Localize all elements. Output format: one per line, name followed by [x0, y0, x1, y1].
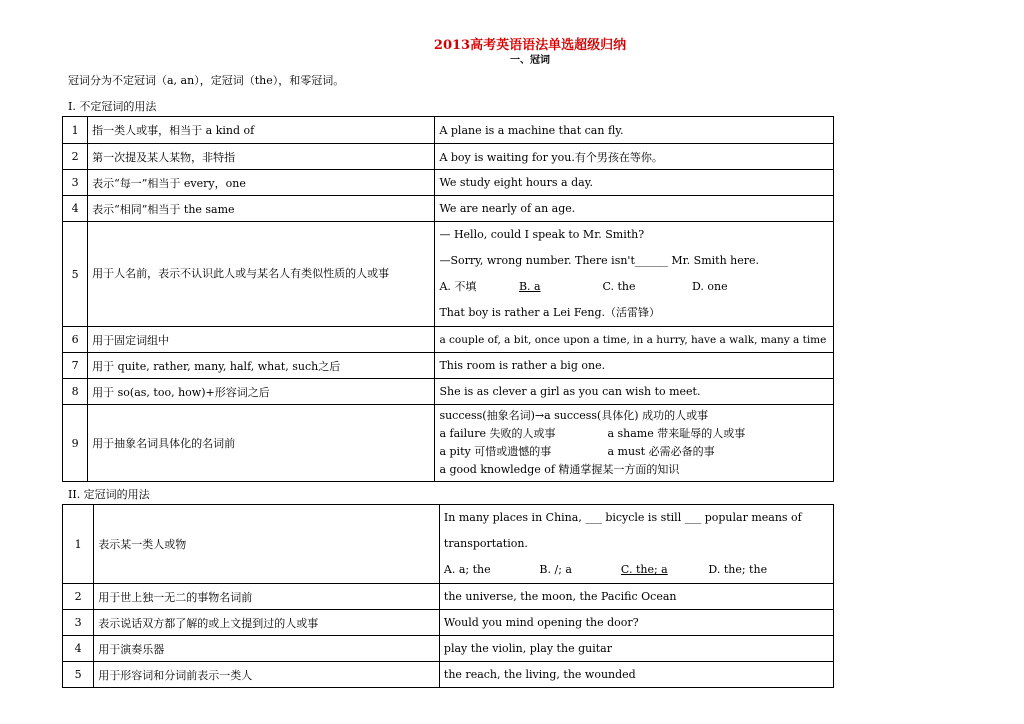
row-number: 4: [63, 196, 88, 222]
example-line: —Sorry, wrong number. There isn't______ Mr. Smith here.: [439, 254, 760, 267]
row-number: 1: [63, 117, 88, 144]
row-number: 8: [63, 379, 88, 405]
row-number: 2: [63, 144, 88, 170]
option-d: D. the; the: [708, 563, 768, 576]
table-row: [63, 170, 834, 196]
usage-description: 表示某一类人或物: [94, 505, 440, 584]
option-a: A. a; the: [443, 563, 491, 576]
table-row: [63, 222, 834, 327]
example-line: [439, 425, 829, 443]
example-line: That boy is rather a Lei Feng.（活雷锋）: [439, 306, 661, 319]
usage-example: A plane is a machine that can fly.: [435, 117, 834, 144]
usage-description: 第一次提及某人某物，非特指: [88, 144, 435, 170]
usage-example: This room is rather a big one.: [435, 353, 834, 379]
usage-example: We are nearly of an age.: [435, 196, 834, 222]
row-number: 3: [63, 610, 94, 636]
example-term: a shame 带来耻辱的人或事: [607, 427, 746, 440]
row-number: 7: [63, 353, 88, 379]
option-b-correct: B. a: [518, 280, 541, 293]
example-term: a must 必需必备的事: [607, 445, 715, 458]
table-row: [63, 584, 834, 610]
example-line: success(抽象名词)→a success(具体化) 成功的人或事: [439, 409, 709, 422]
table-row: [63, 505, 834, 584]
usage-description: 用于固定词组中: [88, 327, 435, 353]
usage-description: 表示“相同”相当于 the same: [88, 196, 435, 222]
table-row: [63, 144, 834, 170]
example-line: a good knowledge of 精通掌握某一方面的知识: [439, 463, 680, 476]
definite-article-table: [62, 504, 834, 688]
document-title: 2013高考英语语法单选超级归纳: [433, 38, 627, 53]
answer-options: [444, 557, 829, 583]
row-number: 5: [63, 222, 88, 327]
table-row: [63, 610, 834, 636]
usage-example: a couple of, a bit, once upon a time, in a hurry, have a walk, many a time: [435, 327, 834, 353]
answer-options: [439, 274, 829, 300]
usage-example: [439, 505, 833, 584]
row-number: 1: [63, 505, 94, 584]
table-row: [63, 636, 834, 662]
option-d: D. one: [691, 280, 728, 293]
section1-heading: I. 不定冠词的用法: [68, 100, 157, 113]
example-term: a pity 可惜或遗憾的事: [439, 445, 552, 458]
example-line: In many places in China, ___ bicycle is still ___ popular means of: [443, 511, 802, 524]
option-b: B. /; a: [539, 563, 572, 576]
section2-heading: II. 定冠词的用法: [68, 488, 150, 501]
usage-description: 表示说话双方都了解的或上文提到过的人或事: [94, 610, 440, 636]
indefinite-article-table: [62, 116, 834, 482]
usage-description: 用于 quite, rather, many, half, what, such之后: [88, 353, 435, 379]
row-number: 5: [63, 662, 94, 688]
table-row: [63, 662, 834, 688]
usage-description: 指一类人或事，相当于 a kind of: [88, 117, 435, 144]
usage-example: the reach, the living, the wounded: [439, 662, 833, 688]
usage-example: [435, 405, 834, 482]
usage-example: [435, 222, 834, 327]
usage-example: the universe, the moon, the Pacific Ocean: [439, 584, 833, 610]
table-row: [63, 327, 834, 353]
usage-description: 用于世上独一无二的事物名词前: [94, 584, 440, 610]
usage-description: 用于形容词和分词前表示一类人: [94, 662, 440, 688]
intro-text: 冠词分为不定冠词（a, an），定冠词（the），和零冠词。: [68, 74, 345, 87]
table-row: [63, 353, 834, 379]
usage-example: play the violin, play the guitar: [439, 636, 833, 662]
example-line: — Hello, could I speak to Mr. Smith?: [439, 228, 645, 241]
example-line: [439, 443, 829, 461]
row-number: 4: [63, 636, 94, 662]
table-row: [63, 117, 834, 144]
option-a: A. 不填: [439, 280, 477, 293]
example-line: transportation.: [443, 537, 528, 550]
row-number: 6: [63, 327, 88, 353]
option-c-correct: C. the; a: [620, 563, 668, 576]
row-number: 2: [63, 584, 94, 610]
example-term: a failure 失败的人或事: [439, 427, 556, 440]
option-c: C. the: [602, 280, 636, 293]
usage-example: Would you mind opening the door?: [439, 610, 833, 636]
usage-example: She is as clever a girl as you can wish to meet.: [435, 379, 834, 405]
table-row: [63, 196, 834, 222]
table-row: [63, 405, 834, 482]
usage-description: 用于抽象名词具体化的名词前: [88, 405, 435, 482]
usage-example: A boy is waiting for you.有个男孩在等你。: [435, 144, 834, 170]
usage-description: 用于演奏乐器: [94, 636, 440, 662]
row-number: 3: [63, 170, 88, 196]
row-number: 9: [63, 405, 88, 482]
table-row: [63, 379, 834, 405]
usage-description: 用于 so(as, too, how)+形容词之后: [88, 379, 435, 405]
usage-description: 用于人名前，表示不认识此人或与某名人有类似性质的人或事: [88, 222, 435, 327]
usage-example: We study eight hours a day.: [435, 170, 834, 196]
section-title: 一、冠词: [510, 55, 550, 66]
usage-description: 表示“每一”相当于 every，one: [88, 170, 435, 196]
